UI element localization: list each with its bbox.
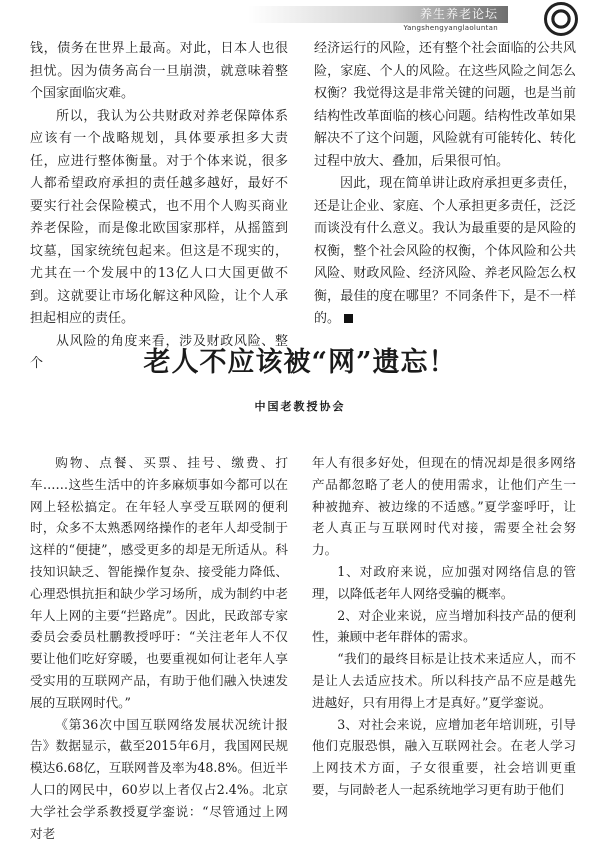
- article-column-1: [30, 452, 288, 844]
- paragraph: 所以，我认为公共财政对养老保障体系应该有一个战略规划，具体要承担多大责任，应进行整体衡量。对于个体来说，很多人都希望政府承担的责任越多越好，最好不要实行社会保险模式，也不用个人购买商业养老保险，而是像北欧国家那样，从摇篮到坟墓，国家统统包起来。但这是不现实的，尤其在一个发展中的13亿人口大国更做不到。这就要让市场化解这种风险，让个人承担起相应的责任。: [30, 108, 288, 326]
- end-of-article-mark: [344, 314, 353, 323]
- paragraph: 1、对政府来说，应加强对网络信息的管理，以降低老年人网络受骗的概率。: [312, 563, 576, 601]
- top-article-column-2: [314, 38, 576, 331]
- paragraph: 年人有很多好处，但现在的情况却是很多网络产品都忽略了老人的使用需求，让他们产生一种被抛弃、被边缘的不适感。”夏学銮呼吁，让老人真正与互联网时代对接，需要全社会努力。: [312, 455, 576, 558]
- paragraph-text: 因此，现在简单讲让政府承担更多责任，还是让企业、家庭、个人承担更多责任，泛泛而谈没有什么意义。我认为最重要的是风险的权衡，整个社会风险的权衡，个体风险和公共风险、财政风险、经济风险、养老风险怎么权衡，最佳的度在哪里？不同条件下，是不一样的。: [314, 176, 576, 326]
- paragraph: 《第36次中国互联网络发展状况统计报告》数据显示，截至2015年6月，我国网民规模达6.68亿，互联网普及率为48.8%。但近半人口的网民中，60岁以上者仅占2.4%。北京大学社会学系教授夏学銮说：“尽管通过上网对老: [30, 716, 288, 841]
- paragraph: [314, 173, 576, 331]
- paragraph: 钱，债务在世界上最高。对此，日本人也很担忧。因为债务高台一旦崩溃，就意味着整个国家面临灾难。: [30, 41, 288, 101]
- article-title: 老人不应该被“网”遗忘！: [143, 347, 457, 378]
- paragraph: 3、对社会来说，应增加老年培训班，引导他们克服恐惧，融入互联网社会。在老人学习上网技术方面，子女很重要，社会培训更重要，与同龄老人一起系统地学习更有助于他们: [312, 716, 576, 797]
- paragraph: 从风险的角度来看，涉及财政风险、整个: [30, 333, 288, 371]
- article-column-2: [312, 452, 576, 801]
- section-title: 养生养老论坛: [419, 7, 498, 21]
- section-pinyin: Yangshengyanglaoluntan: [403, 24, 498, 32]
- paragraph: 2、对企业来说，应当增加科技产品的便利性，兼顾中老年群体的需求。: [312, 607, 576, 645]
- paragraph: 经济运行的风险，还有整个社会面临的公共风险，家庭、个人的风险。在这些风险之间怎么权衡？我觉得这是非常关键的问题，也是当前结构性改革面临的核心问题。结构性改革如果解决不了这个问题，风险就有可能转化、转化过程中放大、叠加，后果很可怕。: [314, 41, 576, 169]
- paragraph: “我们的最终目标是让技术来适应人，而不是让人去适应技术。所以科技产品不应是越先进越好，只有用得上才是真好。”夏学銮说。: [312, 651, 576, 710]
- paragraph: 购物、点餐、买票、挂号、缴费、打车……这些生活中的许多麻烦事如今都可以在网上轻松搞定。在年轻人享受互联网的便利时，众多不太熟悉网络操作的老年人却受制于这样的“便捷”，感受更多的却是无所适从。科技知识缺乏、智能操作复杂、接受能力降低、心理恐惧抗拒和缺少学习场所，成为制约中老年人上网的主要“拦路虎”。因此，民政部专家委员会委员杜鹏教授呼吁：“关注老年人不仅要让他们吃好穿暖，也要重视如何让老年人享受实用的互联网产品，有助于他们融入快速发展的互联网时代。”: [30, 455, 288, 710]
- running-header: [248, 6, 578, 32]
- journal-seal-icon: [544, 2, 578, 36]
- top-article-column-1: [30, 38, 288, 376]
- article-author: 中国老教授协会: [254, 400, 346, 413]
